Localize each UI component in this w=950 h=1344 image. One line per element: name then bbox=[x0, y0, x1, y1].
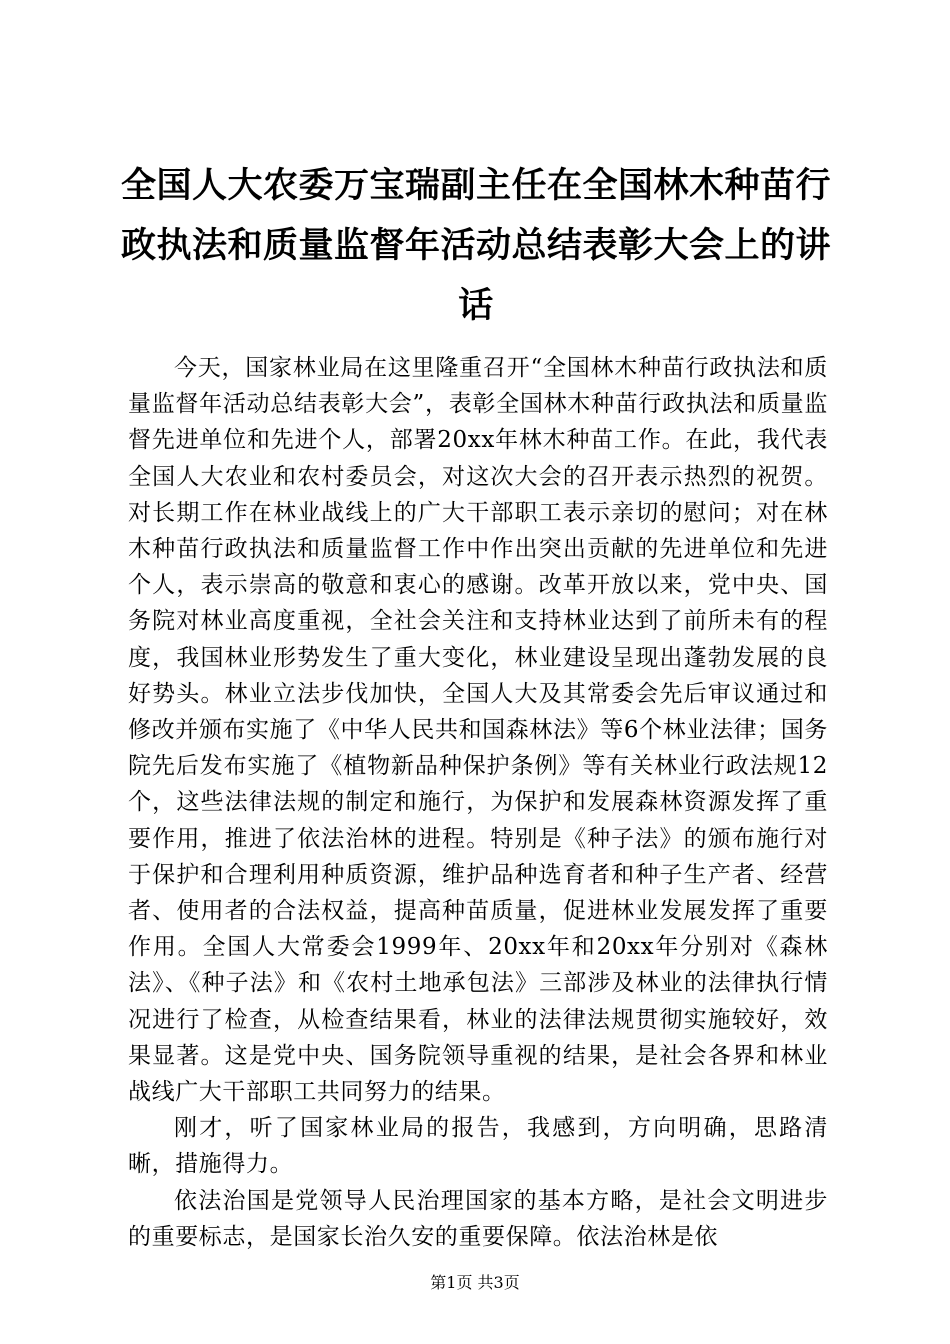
paragraph-2: 刚才，听了国家林业局的报告，我感到，方向明确，思路清晰，措施得力。 bbox=[128, 1115, 828, 1178]
document-title: 全国人大农委万宝瑞副主任在全国林木种苗行政执法和质量监督年活动总结表彰大会上的讲话 bbox=[120, 165, 831, 326]
paragraph-3: 依法治国是党领导人民治理国家的基本方略，是社会文明进步的重要标志，是国家长治久安的重要保障。依法治林是依 bbox=[128, 1187, 828, 1250]
page-footer: 第1页 共3页 bbox=[430, 1273, 520, 1292]
paragraph-1: 今天，国家林业局在这里隆重召开“全国林木种苗行政执法和质量监督年活动总结表彰大会”，表彰全国林木种苗行政执法和质量监督先进单位和先进个人，部署20xx年林木种苗工作。在此，我代表全国人大农业和农村委员会，对这次大会的召开表示热烈的祝贺。对长期工作在林业战线上的广大干部职工表示亲切的慰问；对在林木种苗行政执法和质量监督工作中作出突出贡献的先进单位和先进个人，表示崇高的敬意和衷心的感谢。改革开放以来，党中央、国务院对林业高度重视，全社会关注和支持林业达到了前所未有的程度，我国林业形势发生了重大变化，林业建设呈现出蓬勃发展的良好势头。林业立法步伐加快，全国人大及其常委会先后审议通过和修改并颁布实施了《中华人民共和国森林法》等6个林业法律；国务院先后发布实施了《植物新品种保护条例》等有关林业行政法规12个，这些法律法规的制定和施行，为保护和发展森林资源发挥了重要作用，推进了依法治林的进程。特别是《种子法》的颁布施行对于保护和合理利用种质资源，维护品种选育者和种子生产者、经营者、使用者的合法权益，提高种苗质量，促进林业发展发挥了重要作用。全国人大常委会1999年、20xx年和20xx年分别对《森林法》、《种子法》和《农村土地承包法》三部涉及林业的法律执行情况进行了检查，从检查结果看，林业的法律法规贯彻实施较好，效果显著。这是党中央、国务院领导重视的结果，是社会各界和林业战线广大干部职工共同努力的结果。 bbox=[128, 355, 828, 1106]
document-body bbox=[128, 350, 828, 1255]
